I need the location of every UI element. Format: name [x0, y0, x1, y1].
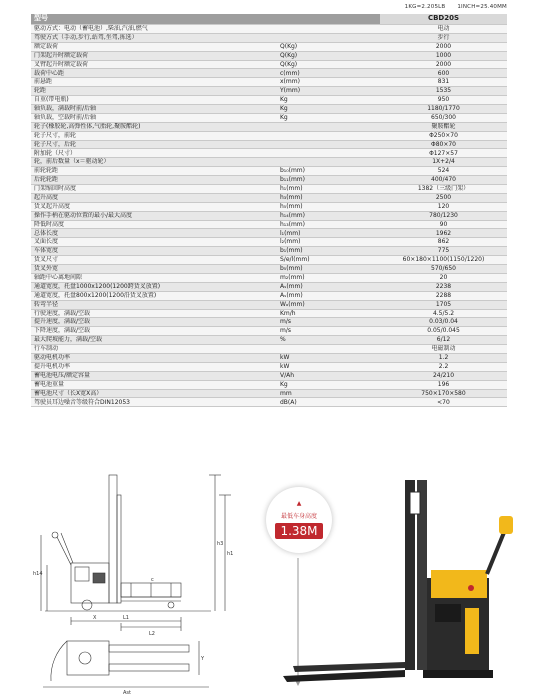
badge-value: 1.38M [275, 523, 322, 539]
spec-row [31, 345, 507, 354]
badge-label: 最低车身高度 [280, 513, 317, 520]
spec-unit: Aₛ(mm) [277, 291, 380, 300]
spec-value: 775 [380, 247, 507, 256]
spec-unit [277, 158, 380, 167]
spec-value: 1X+2/4 [380, 158, 507, 167]
spec-row [31, 353, 507, 362]
spec-unit: Kg [277, 96, 380, 105]
spec-name: 货叉尺寸 [31, 256, 277, 265]
spec-value: 2000 [380, 42, 507, 51]
spec-unit: h₁₃(mm) [277, 220, 380, 229]
spec-unit: h₁₄(mm) [277, 211, 380, 220]
spec-value: 120 [380, 202, 507, 211]
spec-row [31, 202, 507, 211]
spec-value: 570/650 [380, 265, 507, 274]
spec-row [31, 318, 507, 327]
spec-name: 前轮轮距 [31, 167, 277, 176]
spec-value: 1180/1770 [380, 105, 507, 114]
spec-name: 通道宽度，托盘800x1200(1200沿货叉放置) [31, 291, 277, 300]
spec-unit [277, 33, 380, 42]
spec-value: 2500 [380, 193, 507, 202]
spec-unit: Q(Kg) [277, 60, 380, 69]
spec-row [31, 60, 507, 69]
spec-unit: Km/h [277, 309, 380, 318]
dim-label-y: Y [201, 656, 205, 662]
up-arrow-icon: ▲ [296, 500, 302, 507]
spec-name: 驱动电机功率 [31, 353, 277, 362]
spec-unit: c(mm) [277, 69, 380, 78]
spec-unit: Kg [277, 380, 380, 389]
spec-unit: l₁(mm) [277, 229, 380, 238]
spec-unit: Aₛ(mm) [277, 282, 380, 291]
spec-unit: h₅(mm) [277, 202, 380, 211]
spec-value: 24/210 [380, 371, 507, 380]
spec-name: 下降速度，满载/空载 [31, 327, 277, 336]
spec-row [31, 149, 507, 158]
spec-row [31, 273, 507, 282]
spec-row [31, 398, 507, 407]
spec-unit: m/s [277, 318, 380, 327]
spec-unit: l₂(mm) [277, 238, 380, 247]
spec-name: 最大爬坡能力，满载/空载 [31, 336, 277, 345]
spec-name: 额定载荷 [31, 42, 277, 51]
spec-name: 驾驶员耳边噪音等级符合DIN12053 [31, 398, 277, 407]
spec-value: 步行 [380, 33, 507, 42]
spec-name: 行车制动 [31, 345, 277, 354]
spec-name: 自重(带电瓶) [31, 96, 277, 105]
spec-name: 载荷中心距 [31, 69, 277, 78]
spec-row [31, 185, 507, 194]
spec-value: 1382（三级门架） [380, 185, 507, 194]
spec-unit [277, 25, 380, 34]
spec-row [31, 282, 507, 291]
dim-label-h14: h14 [33, 571, 43, 577]
spec-row [31, 211, 507, 220]
spec-unit: Q(Kg) [277, 51, 380, 60]
spec-value: Φ250×70 [380, 131, 507, 140]
spec-name: 货叉外宽 [31, 265, 277, 274]
header-label: 型号 [31, 14, 277, 25]
spec-value: 831 [380, 78, 507, 87]
spec-value: 90 [380, 220, 507, 229]
spec-value: 400/470 [380, 176, 507, 185]
spec-value: 1962 [380, 229, 507, 238]
spec-value: 0.05/0.045 [380, 327, 507, 336]
length-conversion: 1INCH=25.40MM [457, 4, 507, 10]
spec-row [31, 229, 507, 238]
spec-name: 轴负载，满载时前/后轴 [31, 105, 277, 114]
spec-row [31, 87, 507, 96]
spec-value: 2.2 [380, 362, 507, 371]
spec-unit: mm [277, 389, 380, 398]
spec-value: 电动 [380, 25, 507, 34]
spec-unit: S/e/l(mm) [277, 256, 380, 265]
spec-value: 862 [380, 238, 507, 247]
spec-unit: V/Ah [277, 371, 380, 380]
spec-value: 0.03/0.04 [380, 318, 507, 327]
spec-unit: h₃(mm) [277, 193, 380, 202]
spec-unit: b₁₀(mm) [277, 167, 380, 176]
spec-unit [277, 140, 380, 149]
spec-value: 650/300 [380, 113, 507, 122]
spec-row [31, 371, 507, 380]
spec-value: 780/1230 [380, 211, 507, 220]
dim-label-l1: L1 [123, 615, 129, 621]
spec-name: 轴距中心离地间隙 [31, 273, 277, 282]
spec-name: 叉面长度 [31, 238, 277, 247]
spec-name: 蓄电池电压/额定容量 [31, 371, 277, 380]
spec-value: 1000 [380, 51, 507, 60]
spec-name: 转弯半径 [31, 300, 277, 309]
spec-name: 门架起升时额定载荷 [31, 51, 277, 60]
spec-unit: Kg [277, 113, 380, 122]
spec-row [31, 247, 507, 256]
spec-row [31, 42, 507, 51]
spec-value: 524 [380, 167, 507, 176]
spec-name: 轮子尺寸，后轮 [31, 140, 277, 149]
spec-name: 车体宽度 [31, 247, 277, 256]
spec-unit: Kg [277, 105, 380, 114]
spec-unit: Q(Kg) [277, 42, 380, 51]
spec-row [31, 140, 507, 149]
spec-unit: Wₐ(mm) [277, 300, 380, 309]
spec-row [31, 309, 507, 318]
spec-row [31, 78, 507, 87]
spec-unit: x(mm) [277, 78, 380, 87]
spec-name: 操作手柄在驱动位置的最小/最大高度 [31, 211, 277, 220]
spec-row [31, 69, 507, 78]
spec-row [31, 25, 507, 34]
spec-name: 轮距 [31, 87, 277, 96]
spec-name: 降低时高度 [31, 220, 277, 229]
spec-unit: b₅(mm) [277, 265, 380, 274]
spec-value: 20 [380, 273, 507, 282]
spec-value: 1535 [380, 87, 507, 96]
spec-name: 起升高度 [31, 193, 277, 202]
spec-value: 60×180×1100(1150/1220) [380, 256, 507, 265]
spec-unit: kW [277, 362, 380, 371]
spec-unit [277, 149, 380, 158]
spec-row [31, 220, 507, 229]
spec-row [31, 256, 507, 265]
spec-unit: Y(mm) [277, 87, 380, 96]
spec-unit [277, 131, 380, 140]
spec-name: 提升速度，满载/空载 [31, 318, 277, 327]
spec-name: 轮子(橡胶轮,高弹性体,气胎轮,聚胺酯轮) [31, 122, 277, 131]
spec-value: 4.5/5.2 [380, 309, 507, 318]
spec-row [31, 158, 507, 167]
spec-row [31, 193, 507, 202]
spec-row [31, 96, 507, 105]
dim-label-h1: h1 [227, 551, 234, 557]
spec-unit: h₁(mm) [277, 185, 380, 194]
spec-row [31, 51, 507, 60]
spec-row [31, 131, 507, 140]
header-unit [277, 14, 380, 25]
spec-unit: dB(A) [277, 398, 380, 407]
spec-table [31, 14, 507, 407]
spec-row [31, 336, 507, 345]
spec-value: 750×170×580 [380, 389, 507, 398]
spec-row [31, 291, 507, 300]
spec-row [31, 33, 507, 42]
spec-name: 驾驶方式（手动,步行,站驾,坐驾,拣选） [31, 33, 277, 42]
spec-row [31, 327, 507, 336]
spec-name: 货叉起升高度 [31, 202, 277, 211]
spec-row [31, 389, 507, 398]
dimension-drawing-svg [31, 455, 241, 695]
spec-name: 叉臂起升时额定载荷 [31, 60, 277, 69]
spec-header-row [31, 14, 507, 25]
spec-value: 1.2 [380, 353, 507, 362]
spec-value: 2288 [380, 291, 507, 300]
spec-value: 196 [380, 380, 507, 389]
spec-row [31, 167, 507, 176]
spec-name: 附加轮（尺寸） [31, 149, 277, 158]
spec-name: 轴负载，空载时前/后轴 [31, 113, 277, 122]
spec-name: 蓄电池重量 [31, 380, 277, 389]
spec-unit: b₁(mm) [277, 247, 380, 256]
spec-name: 通道宽度，托盘1000x1200(1200跨货叉放置) [31, 282, 277, 291]
spec-name: 轮子尺寸，前轮 [31, 131, 277, 140]
dim-label-x: X [93, 615, 97, 621]
spec-row [31, 122, 507, 131]
spec-row [31, 265, 507, 274]
spec-unit: % [277, 336, 380, 345]
spec-value: 950 [380, 96, 507, 105]
spec-name: 轮，前后数量（x＝驱动轮） [31, 158, 277, 167]
spec-value: <70 [380, 398, 507, 407]
spec-unit: kW [277, 353, 380, 362]
spec-row [31, 362, 507, 371]
dim-label-l2: L2 [149, 631, 155, 637]
spec-name: 门架缩回时高度 [31, 185, 277, 194]
spec-name: 驱动方式：电动（蓄电池）,柴油,汽油,燃气 [31, 25, 277, 34]
spec-value: Φ127×57 [380, 149, 507, 158]
spec-row [31, 238, 507, 247]
spec-row [31, 105, 507, 114]
dim-label-c: c [151, 577, 154, 583]
spec-row [31, 176, 507, 185]
spec-unit: m/s [277, 327, 380, 336]
min-height-badge [266, 487, 332, 553]
spec-name: 前悬距 [31, 78, 277, 87]
spec-value: Φ80×70 [380, 140, 507, 149]
spec-name: 提升电机功率 [31, 362, 277, 371]
header-model: CBD20S [380, 14, 507, 25]
spec-row [31, 300, 507, 309]
spec-unit [277, 122, 380, 131]
spec-value: 电磁制动 [380, 345, 507, 354]
spec-value: 600 [380, 69, 507, 78]
spec-value: 2238 [380, 282, 507, 291]
spec-unit [277, 345, 380, 354]
spec-row [31, 113, 507, 122]
spec-value: 6/12 [380, 336, 507, 345]
spec-name: 蓄电池尺寸（长X宽X高） [31, 389, 277, 398]
spec-value: 1705 [380, 300, 507, 309]
technical-drawing [31, 455, 241, 695]
spec-value: 聚胺酯轮 [380, 122, 507, 131]
dim-label-h3: h3 [217, 541, 224, 547]
unit-conversion-note [395, 4, 507, 10]
spec-value: 2000 [380, 60, 507, 69]
spec-unit: m₂(mm) [277, 273, 380, 282]
spec-name: 总体长度 [31, 229, 277, 238]
spec-name: 后轮轮距 [31, 176, 277, 185]
spec-row [31, 380, 507, 389]
dim-label-ast: Ast [123, 690, 131, 695]
weight-conversion: 1KG=2.205LB [404, 4, 446, 10]
spec-unit: b₁₁(mm) [277, 176, 380, 185]
spec-name: 行驶速度，满载/空载 [31, 309, 277, 318]
